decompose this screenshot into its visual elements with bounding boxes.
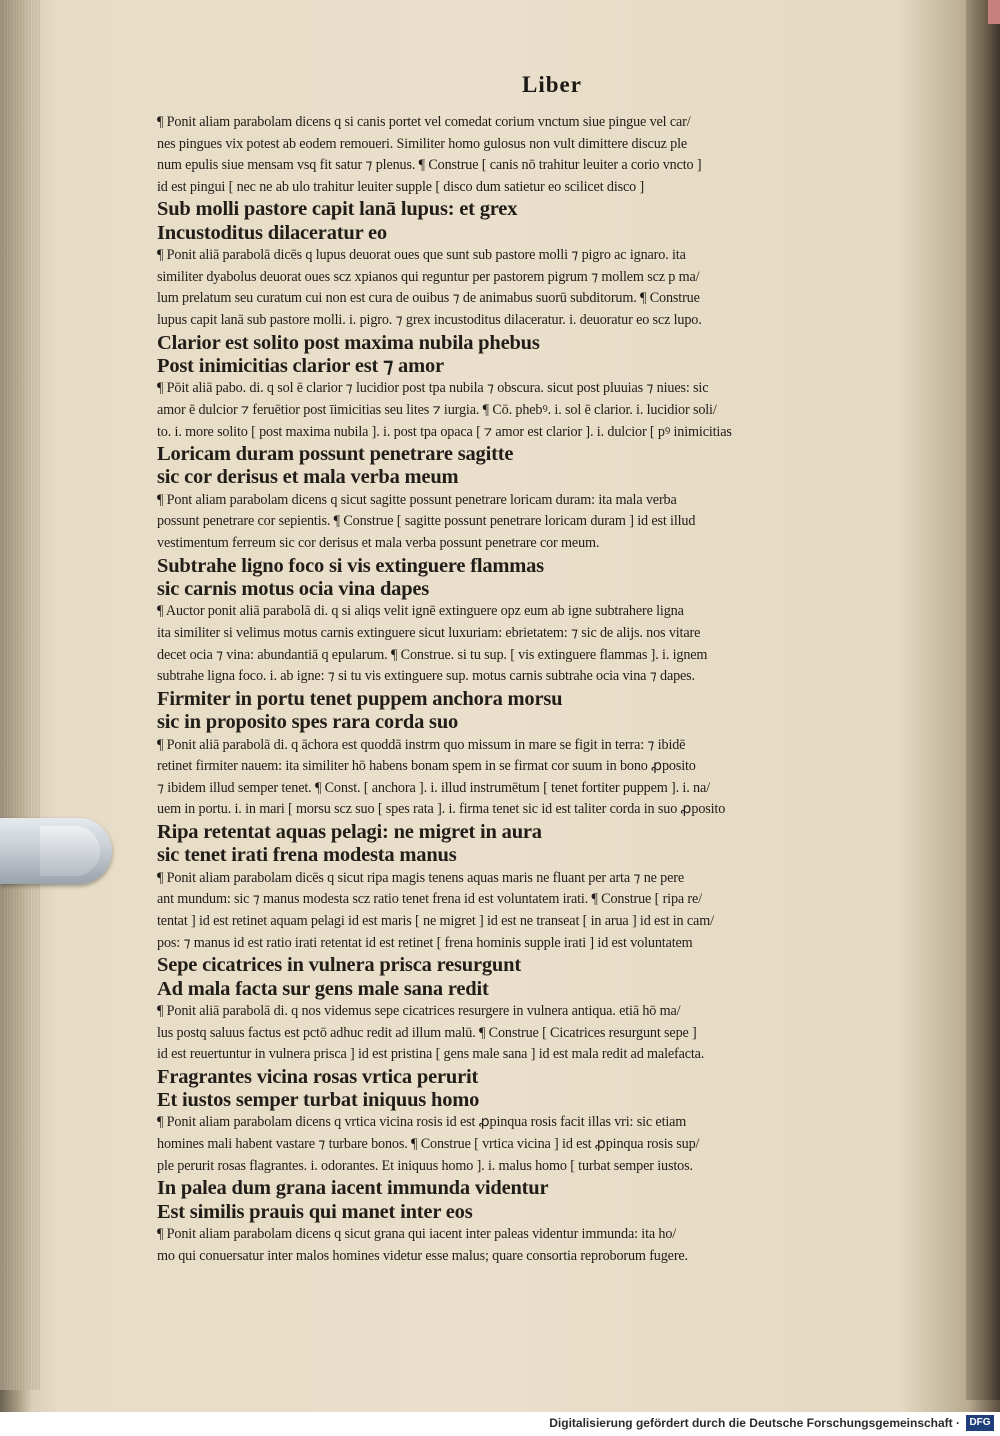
verse-line: In palea dum grana iacent immunda videntur [157,1177,549,1200]
commentary-line: ¶ Ponit aliam parabolam dicens q sicut grana qui iacent inter paleas videntur immunda: ita ho/ [157,1226,677,1243]
verse-line: Sepe cicatrices in vulnera prisca resurgunt [157,954,521,977]
commentary-line: ¶ Ponit aliā parabolā di. q āchora est quoddā instrm quo missum in mare se figit in terra: ⁊ ibidē [157,736,686,753]
commentary-line: mo qui conuersatur inter malos homines videtur esse malus; quare consortia reproborum fugere. [157,1247,688,1264]
commentary-line: ¶ Ponit aliam parabolam dicens q vrtica vicina rosis id est ꝓpinqua rosis facit illas vri: sic etiam [157,1114,687,1131]
verse-line: Subtrahe ligno foco si vis extinguere flammas [157,554,544,577]
bookmark-ribbon [988,0,1000,24]
commentary-line: ant mundum: sic ⁊ manus modesta scz ratio tenet frena id est voluntatem irati. ¶ Construe [ ripa re/ [157,891,702,908]
commentary-line: ¶ Ponit aliam parabolam dicēs q sicut ripa magis tenens aquas maris ne fluant per arta ⁊ ne pere [157,869,684,886]
commentary-line: pos: ⁊ manus id est ratio irati retentat id est retinet [ frena hominis supple irati ] id est voluntatem [157,934,693,951]
commentary-line: vestimentum ferreum sic cor derisus et mala verba possunt penetrare cor meum. [157,535,600,552]
verse-line: Fragrantes vicina rosas vrtica perurit [157,1065,479,1088]
verse-line: Loricam duram possunt penetrare sagitte [157,443,514,466]
verse-line: Sub molli pastore capit lanā lupus: et grex [157,198,518,221]
commentary-line: ¶ Ponit aliā parabolā dicēs q lupus deuorat oues que sunt sub pastore molli ⁊ pigro ac ignaro. ita [157,247,686,264]
commentary-line: num epulis siue mensam vsq fit satur ⁊ plenus. ¶ Construe [ canis nō trahitur leuiter a corio vncto ] [157,157,702,174]
verse-line: Et iustos semper turbat iniquus homo [157,1089,480,1112]
commentary-line: id est pingui [ nec ne ab ulo trahitur leuiter supple [ disco dum satietur eo scilicet disco ] [157,178,645,195]
commentary-line: possunt penetrare cor sepientis. ¶ Construe [ sagitte possunt penetrare loricam duram ] id est illud [157,513,696,530]
footer-bar [0,1412,1000,1436]
page-edges [0,0,40,1390]
main-text-block [157,112,917,1267]
commentary-line: to. i. more solito [ post maxima nubila ]. i. post tpa opaca [ ⁊ amor est clarior ]. i. dulcior [ pꝰ inimicitias [157,423,732,440]
commentary-line: uem in portu. i. in mari [ morsu scz suo [ spes rata ]. i. firma tenet sic id est taliter corda in suo ꝓposito [157,801,726,818]
commentary-line: ⁊ ibidem illud semper tenet. ¶ Const. [ anchora ]. i. illud instrumētum [ tenet fortiter puppem ]. i. na/ [157,779,710,796]
verse-line: sic tenet irati frena modesta manus [157,844,457,867]
footer-credit: Digitalisierung gefördert durch die Deutsche Forschungsgemeinschaft · [549,1416,960,1430]
commentary-line: ¶ Ponit aliam parabolam dicens q si canis portet vel comedat corium vnctum siue pingue vel car/ [157,114,691,130]
commentary-line: nes pingues vix potest ab eodem remoueri. Similiter homo gulosus non vult dimittere discuz ple [157,135,688,152]
verse-line: Ad mala facta sur gens male sana redit [157,977,489,1000]
verse-line: Post inimicitias clarior est ⁊ amor [157,354,444,377]
running-head: Liber [522,72,582,97]
commentary-line: ¶ Auctor ponit aliā parabolā di. q si aliqs velit ignē extinguere opz eum ab igne subtrahere ligna [157,603,684,620]
commentary-line: ita similiter si velimus motus carnis extinguere sicut luxuriam: ebrietatem: ⁊ sic de alijs. nos vitare [157,625,701,642]
verse-line: sic carnis motus ocia vina dapes [157,578,430,601]
commentary-line: homines mali habent vastare ⁊ turbare bonos. ¶ Construe [ vrtica vicina ] id est ꝓpinqua rosis sup/ [157,1136,700,1153]
verse-line: Clarior est solito post maxima nubila phebus [157,331,540,354]
commentary-line: subtrahe ligna foco. i. ab igne: ⁊ si tu vis extinguere sup. motus carnis subtrahe ocia vina ⁊ dapes. [157,668,695,685]
commentary-line: ple perurit rosas flagrantes. i. odorantes. Et iniquus homo ]. i. malus homo [ turbat semper iustos. [157,1157,693,1174]
verse-line: Est similis prauis qui manet inter eos [157,1200,473,1223]
commentary-line: lum prelatum seu curatum cui non est cura de ouibus ⁊ de animabus suorū subditorum. ¶ Construe [157,290,700,307]
commentary-line: id est reuertuntur in vulnera prisca ] id est pristina [ gens male sana ] id est mala redit ad malefacta. [157,1046,705,1063]
commentary-line: retinet firmiter nauem: ita similiter hō habens bonam spem in se firmat cor suum in bono ꝓposito [157,758,696,775]
commentary-line: lus postq saluus factus est pctō adhuc redit ad illum malū. ¶ Construe [ Cicatrices resurgunt sepe ] [157,1024,697,1041]
commentary-line: similiter dyabolus deuorat oues scz xpianos qui reguntur per pastorem pigrum ⁊ mollem scz p ma/ [157,268,700,285]
commentary-line: ¶ Pont aliam parabolam dicens q sicut sagitte possunt penetrare loricam duram: ita mala verba [157,491,677,508]
commentary-line: tentat ] id est retinet aquam pelagi id est maris [ ne migret ] id est ne transeat [ in arua ] id est in cam/ [157,912,714,929]
verse-line: Incustoditus dilaceratur eo [157,221,387,244]
verse-line: Firmiter in portu tenet puppem anchora morsu [157,687,563,710]
verse-line: sic cor derisus et mala verba meum [157,466,459,489]
verse-line: sic in proposito spes rara corda suo [157,711,459,734]
book-spine-edge [966,0,1000,1400]
page-clip-highlight [40,826,100,876]
verse-line: Ripa retentat aquas pelagi: ne migret in aura [157,820,542,843]
commentary-line: ¶ Pōit aliā pabo. di. q sol ē clarior ⁊ lucidior post tpa nubila ⁊ obscura. sicut post pluuias ⁊ niues: sic [157,380,709,397]
dfg-logo: DFG [966,1415,994,1431]
commentary-line: lupus capit lanā sub pastore molli. i. pigro. ⁊ grex incustoditus dilaceratur. i. deuoratur eo scz lupo. [157,311,702,328]
commentary-line: amor ē dulcior ⁊ feruētior post īimicitias seu lites ⁊ iurgia. ¶ Cō. phebꝰ. i. sol ē clarior. i. lucidior soli/ [157,401,717,418]
commentary-line: decet ocia ⁊ vina: abundantiā q epularum. ¶ Construe. si tu sup. [ vis extinguere flammas ]. i. ignem [157,646,708,663]
commentary-line: ¶ Ponit aliā parabolā di. q nos videmus sepe cicatrices resurgere in vulnera antiqua. etiā hō ma/ [157,1002,681,1019]
